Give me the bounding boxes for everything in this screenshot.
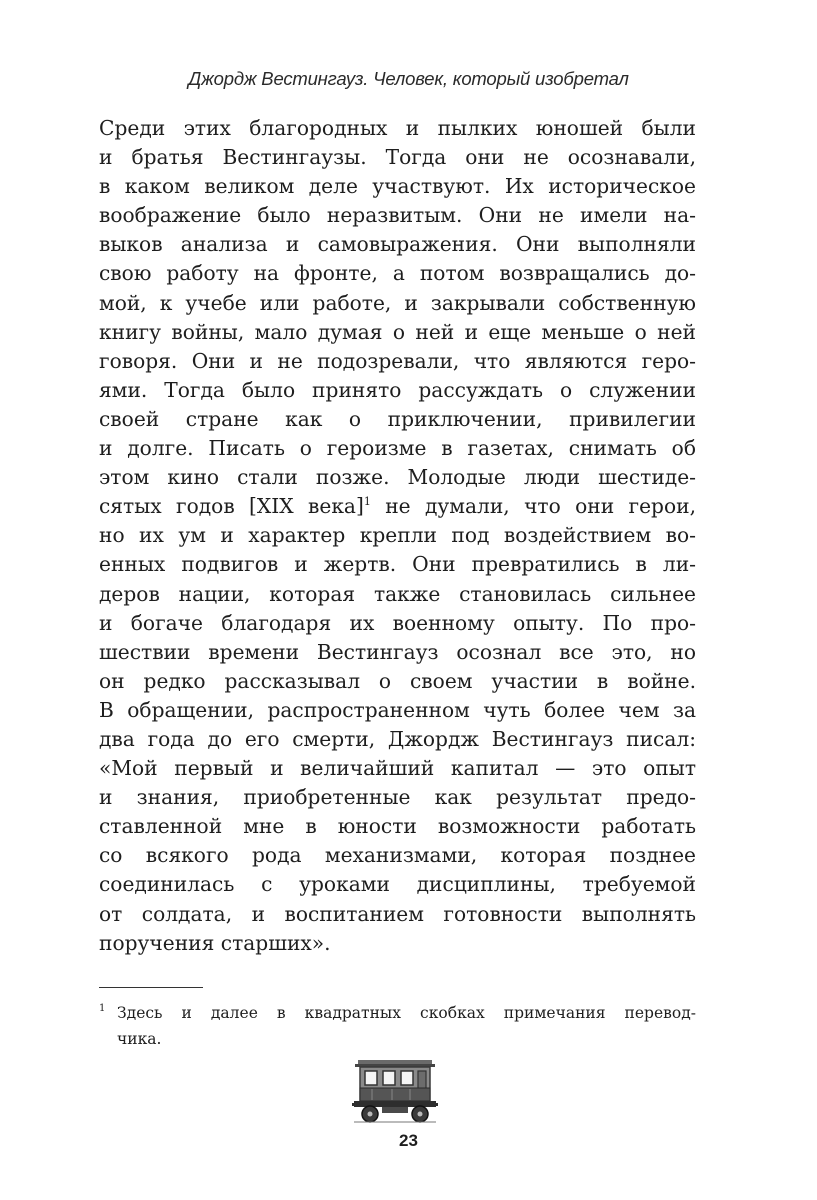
text-line: ями. Тогда было принято рассуждать о служении: [99, 377, 696, 402]
footnote-reference[interactable]: 1: [363, 495, 371, 509]
text-line: и знания, приобретенные как результат предо-: [99, 785, 696, 810]
text-segment: сятых годов [XIX века]: [99, 494, 364, 519]
text-line: поручения старших».: [99, 930, 331, 955]
page-number: 23: [399, 1131, 418, 1150]
text-line: ставленной мне в юности возможности работать: [99, 814, 696, 839]
text-line: В обращении, распространенном чуть более чем за: [99, 697, 696, 722]
text-line: енных подвигов и жертв. Они превратились в ли-: [99, 552, 696, 577]
text-line: этом кино стали позже. Молодые люди шестиде-: [99, 465, 696, 490]
text-line: и богаче благодаря их военному опыту. По про-: [99, 610, 696, 635]
text-line: «Мой первый и величайший капитал — это опыт: [99, 756, 696, 781]
text-line: он редко рассказывал о своем участии в войне.: [99, 668, 696, 693]
text-line: два года до его смерти, Джордж Вестингауз писал:: [99, 726, 696, 751]
footnote-marker: 1: [99, 1003, 106, 1014]
text-line: деров нации, которая также становилась сильнее: [99, 581, 696, 606]
text-line: со всякого рода механизмами, которая позднее: [99, 843, 696, 868]
text-line: и братья Вестингаузы. Тогда они не осознавали,: [99, 145, 696, 170]
text-line: в каком великом деле участвуют. Их историческое: [99, 174, 696, 199]
text-segment: не думали, что они герои,: [385, 494, 696, 519]
text-line: от солдата, и воспитанием готовности выполнять: [99, 901, 696, 926]
text-line: но их ум и характер крепли под воздействием во-: [99, 523, 696, 548]
text-line: Среди этих благородных и пылких юношей были: [99, 116, 696, 140]
footnote-divider: [99, 987, 203, 988]
text-line: книгу войны, мало думая о ней и еще меньше о ней: [99, 319, 696, 344]
running-head: Джордж Вестингауз. Человек, который изобретал: [188, 68, 629, 89]
text-line: воображение было неразвитым. Они не имели на-: [99, 203, 696, 228]
railway-carriage-icon: [352, 1058, 438, 1124]
footnote-line: Здесь и далее в квадратных скобках примечания перевод-: [117, 1004, 696, 1022]
text-line: выков анализа и самовыражения. Они выполняли: [99, 232, 696, 257]
footnote: [99, 1000, 696, 1052]
text-line: своей стране как о приключении, привилегии: [99, 406, 696, 431]
text-line: говоря. Они и не подозревали, что являются геро-: [99, 348, 696, 373]
text-line: мой, к учебе или работе, и закрывали собственную: [99, 290, 696, 315]
text-line: и долге. Писать о героизме в газетах, снимать об: [99, 436, 696, 461]
text-line-with-footnote: [99, 492, 696, 521]
text-line: соединилась с уроками дисциплины, требуемой: [99, 872, 696, 897]
body-text: [99, 114, 696, 958]
text-line: шествии времени Вестингауз осознал все это, но: [99, 639, 696, 664]
text-line: свою работу на фронте, а потом возвращались до-: [99, 261, 696, 286]
footnote-line: чика.: [117, 1030, 162, 1048]
